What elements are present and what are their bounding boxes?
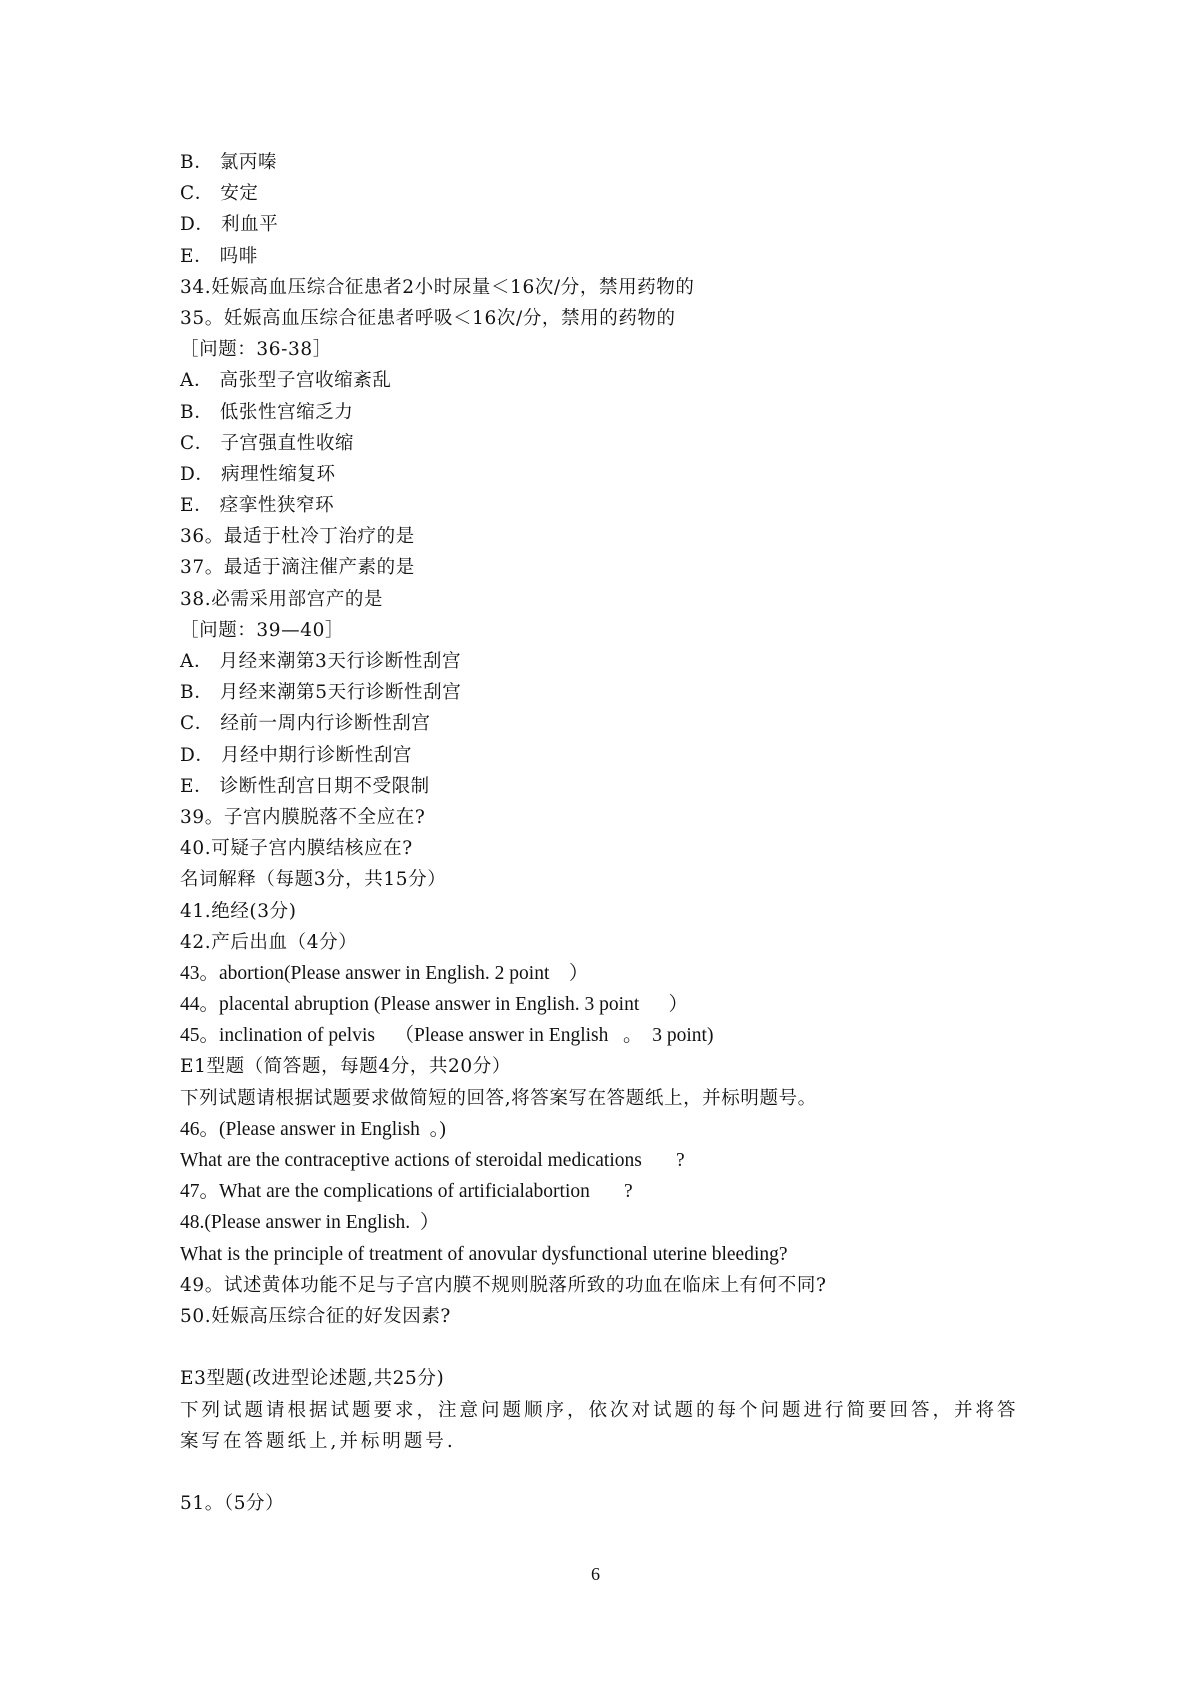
question-50: 50.妊娠高压综合征的好发因素? — [180, 1305, 451, 1327]
option-e: E． 痉挛性狭窄环 — [180, 495, 335, 517]
question-39: 39。子宫内膜脱落不全应在? — [180, 806, 426, 828]
question-47: 47。What are the complications of artificialabortion ? — [180, 1181, 633, 1203]
section-instructions-e3: 下列试题请根据试题要求，注意问题顺序，依次对试题的每个问题进行简要回答，并将答案写在答题纸上,并标明题号. — [180, 1399, 1019, 1452]
page-body — [180, 147, 1030, 1519]
option-b: B． 氯丙嗪 — [180, 152, 278, 173]
option-d: D． 利血平 — [180, 214, 279, 236]
question-41: 41.绝经(3分) — [180, 900, 297, 922]
question-43: 43。abortion(Please answer in English. 2 point ） — [180, 962, 589, 984]
question-35: 35。妊娠高血压综合征患者呼吸＜16次/分，禁用的药物的 — [180, 307, 676, 329]
option-c: C． 经前一周内行诊断性刮宫 — [180, 713, 431, 735]
option-d: D． 月经中期行诊断性刮宫 — [180, 744, 413, 766]
blank-line — [180, 1332, 1030, 1363]
section-heading-e1: E1型题（简答题，每题4分，共20分） — [180, 1056, 511, 1078]
question-group-header: ［问题：36-38］ — [180, 339, 332, 361]
section-heading-e3: E3型题(改进型论述题,共25分) — [180, 1368, 445, 1390]
section-heading-terms: 名词解释（每题3分，共15分） — [180, 869, 447, 891]
question-44: 44。placental abruption (Please answer in English. 3 point ） — [180, 994, 688, 1016]
blank-line — [180, 1457, 1030, 1488]
question-34: 34.妊娠高血压综合征患者2小时尿量＜16次/分，禁用药物的 — [180, 276, 695, 298]
question-46-text: What are the contraceptive actions of steroidal medications ? — [180, 1150, 685, 1171]
page-number: 6 — [591, 1564, 600, 1584]
option-a: A． 月经来潮第3天行诊断性刮宫 — [180, 651, 462, 672]
option-a: A． 高张型子宫收缩紊乱 — [180, 370, 392, 392]
question-45: 45。inclination of pelvis （Please answer in English 。 3 point) — [180, 1025, 714, 1047]
question-38: 38.必需采用部宫产的是 — [180, 588, 384, 610]
question-48: 48.(Please answer in English. ） — [180, 1212, 440, 1234]
option-c: C． 子宫强直性收缩 — [180, 432, 355, 454]
option-e: E． 吗啡 — [180, 245, 258, 267]
question-40: 40.可疑子宫内膜结核应在? — [180, 838, 413, 860]
question-48-text: What is the principle of treatment of anovular dysfunctional uterine bleeding? — [180, 1243, 788, 1265]
question-group-header: ［问题：39—40］ — [180, 619, 345, 641]
option-e: E． 诊断性刮宫日期不受限制 — [180, 775, 430, 797]
question-51: 51。（5分） — [180, 1493, 285, 1515]
question-46: 46。(Please answer in English 。) — [180, 1118, 446, 1140]
option-d: D． 病理性缩复环 — [180, 463, 336, 485]
question-36: 36。最适于杜冷丁治疗的是 — [180, 526, 415, 548]
question-37: 37。最适于滴注催产素的是 — [180, 557, 415, 579]
option-b: B． 月经来潮第5天行诊断性刮宫 — [180, 682, 462, 704]
option-c: C． 安定 — [180, 183, 259, 205]
option-b: B． 低张性宫缩乏力 — [180, 401, 354, 423]
section-instructions-e1: 下列试题请根据试题要求做简短的回答,将答案写在答题纸上，并标明题号。 — [180, 1087, 817, 1109]
question-49: 49。试述黄体功能不足与子宫内膜不规则脱落所致的功血在临床上有何不同? — [180, 1274, 827, 1296]
question-42: 42.产后出血（4分） — [180, 931, 358, 953]
